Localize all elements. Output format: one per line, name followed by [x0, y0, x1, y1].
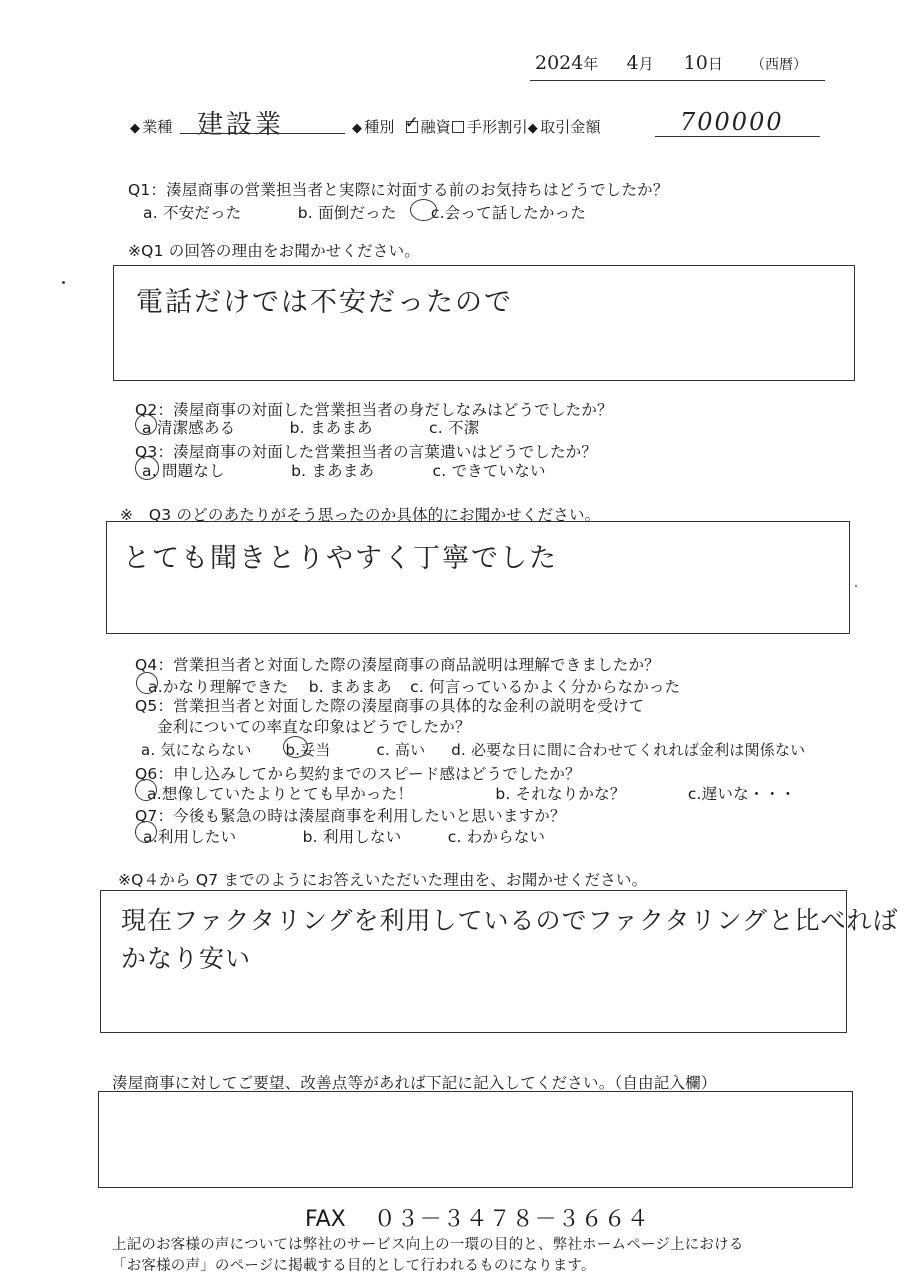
option-letter: c. [410, 678, 424, 696]
q47-reason-answer-line2: かなり安い [121, 944, 252, 973]
q3-question: Q3：湊屋商事の対面した営業担当者の言葉遣いはどうでしたか？ [135, 443, 598, 461]
q2-question: Q2：湊屋商事の対面した営業担当者の身だしなみはどうでしたか？ [135, 401, 613, 419]
q5-option-d[interactable] [451, 741, 805, 759]
footer-note-line1: 上記のお客様の声については弊社のサービス向上の一環の目的と、弊社ホームページ上における [112, 1237, 744, 1253]
checkbox-loan[interactable] [404, 113, 420, 133]
q1-option-c[interactable] [431, 204, 586, 222]
option-letter: a. [143, 828, 158, 846]
option-text: 会って話したかった [444, 204, 587, 222]
q3-selected-circle [135, 456, 159, 480]
q7-option-a[interactable] [143, 828, 236, 846]
option-text: かなり理解できた [162, 678, 289, 696]
option-text: 想像していたよりとても早かった！ [161, 785, 414, 803]
q1-options [143, 201, 586, 223]
option-text: 問題なし [161, 462, 225, 480]
q3-reason-prompt: ※ Q3 のどのあたりがそう思ったのか具体的にお聞かせください。 [120, 506, 601, 524]
option-letter: d. [451, 741, 466, 759]
q5-question-line2: 金利についての率直な印象はどうでしたか？ [157, 718, 471, 736]
option-text: 気にならない [160, 741, 252, 759]
q6-selected-circle [135, 779, 157, 801]
q3-option-c[interactable] [432, 462, 545, 480]
q7-option-b[interactable] [303, 828, 402, 846]
option-letter: c. [429, 419, 443, 437]
q1-selected-circle [410, 199, 437, 221]
date-year: 2024 [535, 52, 584, 74]
date-year-unit: 年 [583, 55, 599, 73]
option-text: それなりかな？ [515, 785, 626, 803]
type-option-bill-discount: 手形割引 [466, 118, 528, 136]
date-month-unit: 月 [638, 55, 654, 73]
scan-dot [62, 281, 65, 284]
q7-selected-circle [135, 821, 157, 843]
option-letter: c. [430, 204, 445, 222]
option-text: まあまあ [309, 419, 373, 437]
q2-option-c[interactable] [429, 419, 479, 437]
option-text: 面倒だった [318, 204, 397, 222]
q6-options [147, 782, 796, 804]
q5-option-a[interactable] [141, 741, 252, 759]
q47-reason-box[interactable] [100, 890, 899, 1033]
diamond-icon: ◆ [527, 121, 538, 136]
q4-question: Q4：営業担当者と対面した際の湊屋商事の商品説明は理解できましたか？ [135, 656, 660, 674]
option-text: 妥当 [300, 741, 331, 759]
option-letter: c. [447, 828, 462, 846]
q7-options [143, 825, 545, 847]
amount-label: 取引金額 [540, 118, 601, 136]
free-comment-box[interactable] [98, 1091, 853, 1188]
option-text: 不潔 [448, 419, 480, 437]
q6-question: Q6：申し込みしてから契約までのスピード感はどうでしたか？ [135, 765, 581, 783]
option-letter: a. [142, 462, 157, 480]
q2-selected-circle [135, 414, 157, 435]
checkmark-icon: ✓ [404, 113, 420, 133]
option-text: 利用したい [157, 828, 237, 846]
q2-options [142, 416, 479, 438]
date-line [535, 52, 807, 74]
scan-dot [855, 585, 857, 587]
date-underline [530, 80, 825, 81]
option-text: 必要な日に間に合わせてくれれば金利は関係ない [470, 741, 806, 759]
free-prompt: 湊屋商事に対してご要望、改善点等があれば下記に記入してください。（自由記入欄） [112, 1074, 717, 1092]
option-text: 不安だった [162, 204, 242, 222]
q47-reason-prompt: ※Q４から Q7 までのようにお答えいただいた理由を、お聞かせください。 [118, 871, 648, 889]
date-era-note: （西暦） [750, 57, 807, 73]
q1-question: Q1：湊屋商事の営業担当者と実際に対面する前のお気持ちはどうでしたか？ [128, 181, 669, 199]
industry-underline [180, 133, 345, 134]
option-letter: b. [289, 419, 305, 437]
option-letter: a. [147, 785, 162, 803]
option-letter: b. [302, 828, 318, 846]
type-option-loan: 融資 [420, 118, 451, 136]
date-day-unit: 日 [707, 55, 723, 73]
checkbox-bill-discount[interactable] [452, 121, 464, 133]
q1-reason-answer: 電話だけでは不安だったので [136, 287, 513, 318]
option-letter: a [142, 419, 152, 437]
amount-underline [655, 136, 820, 137]
q4-selected-circle [136, 672, 158, 694]
q1-reason-prompt: ※Q1 の回答の理由をお聞かせください。 [128, 242, 420, 260]
option-letter: a. [148, 678, 163, 696]
q7-question: Q7：今後も緊急の時は湊屋商事を利用したいと思いますか？ [135, 807, 566, 825]
option-letter: b. [308, 678, 324, 696]
option-text: 遅いな・・・ [701, 785, 796, 803]
q1-option-b[interactable] [298, 204, 397, 222]
q1-option-a[interactable] [143, 204, 241, 222]
option-letter: c. [687, 785, 702, 803]
footer-note-line2: 「お客様の声」のページに掲載する目的として行われるものになります。 [112, 1258, 596, 1274]
q47-reason-answer-line1: 現在ファクタリングを利用しているのでファクタリングと比べれば [121, 906, 899, 935]
q5-question-line1: Q5：営業担当者と対面した際の湊屋商事の具体的な金利の説明を受けて [135, 697, 645, 715]
q3-option-b[interactable] [291, 462, 374, 480]
option-letter: b. [495, 785, 511, 803]
q5-option-c[interactable] [377, 741, 426, 759]
option-letter: c. [376, 741, 390, 759]
q3-reason-box[interactable] [106, 521, 850, 634]
q2-option-b[interactable] [290, 419, 373, 437]
option-letter: a. [141, 741, 156, 759]
industry-value[interactable]: 建設業 [197, 110, 285, 140]
fax-line [305, 1202, 650, 1233]
option-text: できていない [451, 462, 546, 480]
q6-option-b[interactable] [495, 785, 625, 803]
date-month: 4 [626, 52, 639, 74]
q3-reason-answer: とても聞きとりやすく丁寧でした [123, 543, 558, 574]
option-letter: b. [285, 741, 301, 759]
option-text: まあまあ [329, 678, 392, 696]
option-text: 高い [394, 741, 426, 759]
date-day: 10 [683, 52, 708, 74]
option-text: 何言っているかよく分からなかった [429, 678, 681, 696]
diamond-icon: ◆ [352, 121, 363, 136]
option-letter: c. [432, 462, 447, 480]
q5-options [141, 739, 805, 760]
header-row [130, 116, 173, 137]
type-label: 種別 [364, 118, 395, 136]
diamond-icon: ◆ [130, 121, 141, 136]
option-text: まあまあ [311, 462, 375, 480]
option-letter: a. [143, 204, 158, 222]
fax-number[interactable]: ０３－３４７８－３６６４ [373, 1207, 650, 1232]
type-group [352, 113, 601, 137]
q1-reason-box[interactable] [113, 265, 855, 381]
q3-options [142, 459, 546, 481]
q6-option-a[interactable] [147, 785, 413, 803]
q5-selected-circle [283, 736, 308, 758]
amount-value[interactable]: 700000 [680, 108, 784, 136]
option-letter: b. [297, 204, 313, 222]
option-text: 利用しない [322, 828, 402, 846]
industry-label: 業種 [142, 118, 173, 136]
option-text: わからない [466, 828, 546, 846]
option-text: 清潔感ある [156, 419, 236, 437]
option-letter: b. [291, 462, 307, 480]
q6-option-c[interactable] [688, 785, 796, 803]
q7-option-c[interactable] [448, 828, 546, 846]
fax-label: FAX [305, 1207, 346, 1232]
